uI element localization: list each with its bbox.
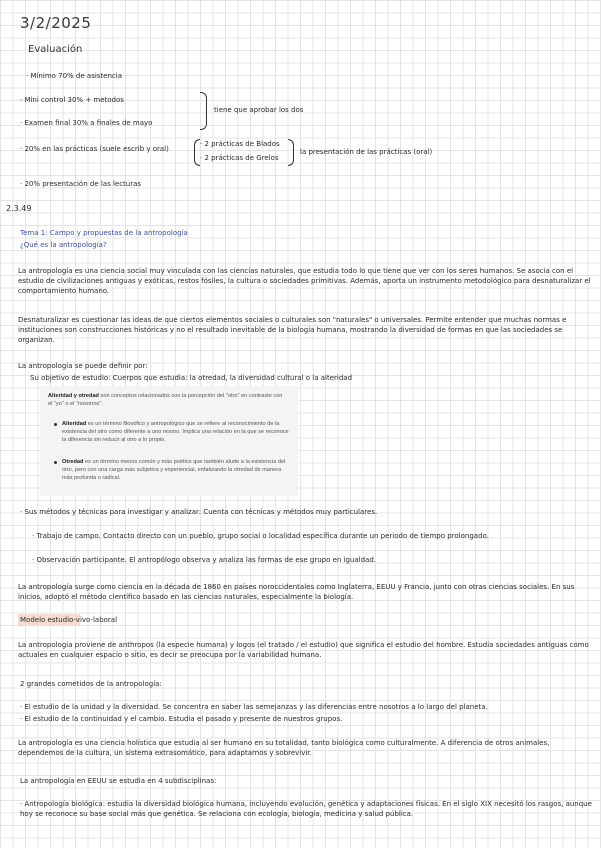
pasted-screenshot bbox=[40, 386, 298, 496]
paragraph-definition: La antropología es una ciencia social muy vinculada con las ciencias naturales, que estudia todo lo que tiene que ver con los seres humanos. Se asocia con el estudio de civilizaciones antiguas y exóticas, restos fósiles, la cultura o sociedades primitivas. Además, aporta un instrumento metodológico para desnaturalizar el comportamiento humano. bbox=[18, 267, 591, 295]
page-date: 3/2/2025 bbox=[20, 14, 92, 32]
topic-title: Tema 1: Campo y propuestas de la antropología bbox=[20, 229, 188, 237]
bullet-dot-2 bbox=[54, 461, 57, 464]
eval-line-attendance: · Mínimo 70% de asistencia bbox=[26, 72, 123, 80]
brace-right-1 bbox=[200, 92, 207, 130]
method-trabajo-campo: · Trabajo de campo. Contacto directo con un pueblo, grupo social o localidad específica durante un periodo de tiempo prolongado. bbox=[32, 532, 489, 540]
otredad-term: Otredad bbox=[62, 459, 84, 465]
alteridad-term: Alteridad bbox=[62, 421, 87, 427]
cometido-unidad: · El estudio de la unidad y la diversidad. Se concentra en saber las semejanzas y las diferencias entre nosotros a lo largo del planeta. bbox=[20, 703, 488, 711]
methods-intro: · Sus métodos y técnicas para investigar y analizar: Cuenta con técnicas y métodos muy particulares. bbox=[20, 508, 378, 516]
definition-object: Su objetivo de estudio: Cuerpos que estudia: la otredad, la diversidad cultural o la alteridad bbox=[30, 374, 353, 382]
screenshot-intro-text: son conceptos relacionados con la percepción del "otro" en contraste con el "yo" o el "nosotros". bbox=[48, 393, 283, 407]
definition-intro: La antropología se puede definir por: bbox=[18, 362, 148, 370]
practicas-side-note: la presentación de las prácticas (oral) bbox=[300, 148, 433, 156]
screenshot-bullet-otredad bbox=[62, 458, 290, 482]
paragraph-desnaturalizar: Desnaturalizar es cuestionar las ideas de que ciertos elementos sociales o culturales son "naturales" o universales. Permite entender que muchas normas e instituciones son construcciones históricas y no el resultado inevitable de la biología humana, mostrando la diversidad de formas en que las sociedades se organizan. bbox=[18, 316, 567, 344]
bullet-dot-1 bbox=[54, 423, 57, 426]
screenshot-intro bbox=[48, 392, 288, 408]
eval-line-mini-control: · Mini control 30% + metodos bbox=[20, 96, 124, 104]
modelo-label: Modelo estudio-vivo-laboral bbox=[20, 616, 118, 624]
topic-subtitle: ¿Qué es la antropología? bbox=[20, 241, 107, 249]
subdisciplines-heading: La antropología en EEUU se estudia en 4 subdisciplinas: bbox=[20, 777, 217, 785]
paragraph-etymology: La antropología proviene de anthropos (la especie humana) y logos (el tratado / el estudio) que significa el estudio del hombre. Estudia sociedades antiguas como actuales en cualquier espacio o sitio, es decir se preocupa por la variabilidad humana. bbox=[18, 641, 589, 659]
otredad-text: es un término menos común y más poético que también alude a la existencia del otro, pero con una carga más subjetiva y experiencial, enfatizando la otredad de manera más profunda o radical. bbox=[62, 459, 286, 481]
second-date: 2.3.49 bbox=[6, 204, 32, 213]
screenshot-bullet-alteridad bbox=[62, 420, 290, 444]
eval-line-lecturas: · 20% presentación de las lecturas bbox=[20, 180, 142, 188]
eval-side-note: tiene que aprobar los dos bbox=[214, 106, 304, 114]
practicas-option-2: · 2 prácticas de Grelos bbox=[200, 154, 279, 162]
brace-right-practicas bbox=[288, 139, 294, 166]
screenshot-intro-term: Alteridad y otredad bbox=[48, 393, 99, 399]
paragraph-origin: La antropología surge como ciencia en la década de 1860 en países noroccidentales como Inglaterra, EEUU y Francia, junto con otras ciencias sociales. En sus inicios, adoptó el método científico basado en las ciencias naturales, especialmente la biología. bbox=[18, 583, 575, 601]
cometido-continuidad: · El estudio de la continuidad y el cambio. Estudia el pasado y presente de nuestros grupos. bbox=[20, 715, 343, 723]
cometidos-heading: 2 grandes cometidos de la antropología: bbox=[20, 680, 162, 688]
paragraph-holistic: La antropología es una ciencia holística que estudia al ser humano en su totalidad, tanto biológica como culturalmente. A diferencia de otros animales, dependemos de la cultura, un sistema extrasomático, para adaptarnos y sobrevivir. bbox=[18, 739, 550, 757]
subdiscipline-biological: · Antropología biológica: estudia la diversidad biológica humana, incluyendo evolución, genética y adaptaciones físicas. En el siglo XIX necesitó los rasgos, aunque hoy se reconoce su base social más que genética. Se relaciona con ecología, biología, medicina y salud pública. bbox=[20, 800, 592, 818]
eval-line-final-exam: · Examen final 30% a finales de mayo bbox=[20, 119, 153, 127]
evaluation-heading: Evaluación bbox=[28, 44, 83, 55]
practicas-option-1: · 2 prácticas de Blados bbox=[200, 140, 280, 148]
method-observacion: · Observación participante. El antropólogo observa y analiza las formas de ese grupo en igualdad. bbox=[32, 556, 377, 564]
eval-line-practicas: · 20% en las prácticas (suele escrib y oral) bbox=[20, 145, 169, 153]
alteridad-text: es un término filosófico y antropológico que se refiere al reconocimiento de la existencia del otro como diferente a uno mismo. Implica una relación en la que se reconoce la diferencia sin reducir al otro a lo propio. bbox=[62, 421, 289, 443]
